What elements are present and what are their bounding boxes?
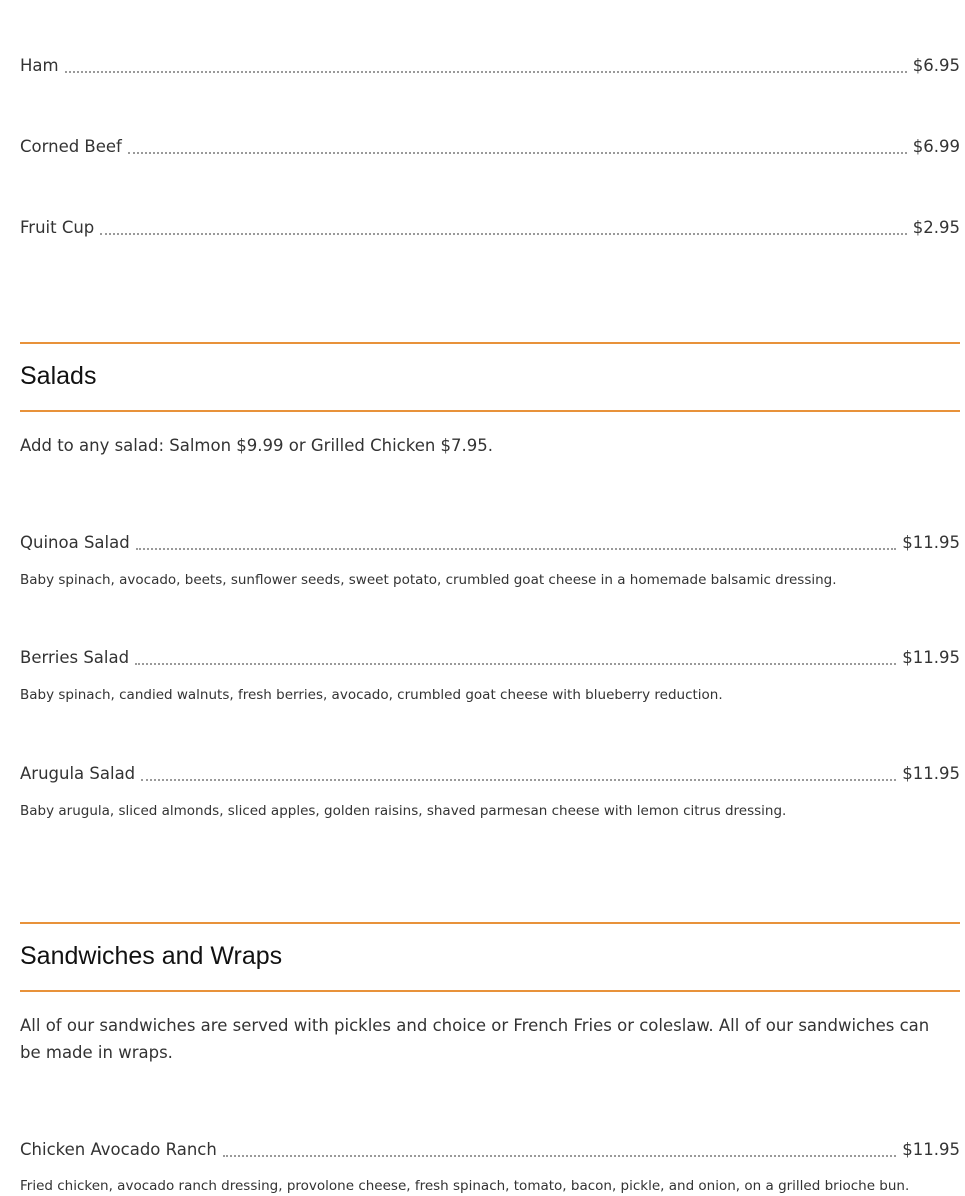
menu-item-ham — [20, 54, 960, 78]
item-name: Chicken Avocado Ranch — [20, 1140, 217, 1159]
item-price: $6.95 — [912, 56, 960, 75]
dotted-leader — [65, 71, 907, 73]
item-price: $6.99 — [912, 137, 960, 156]
item-description: Baby spinach, avocado, beets, sunflower seeds, sweet potato, crumbled goat cheese in a homemade balsamic dressing. — [20, 572, 837, 588]
dotted-leader — [223, 1155, 896, 1157]
section-divider-top — [20, 342, 960, 344]
dotted-leader — [128, 152, 907, 154]
item-name: Fruit Cup — [20, 218, 95, 237]
dotted-leader — [141, 779, 896, 781]
menu-item-fruit-cup — [20, 216, 960, 240]
menu-item-quinoa-salad — [20, 531, 960, 555]
item-price: $11.95 — [902, 648, 960, 667]
section-note-salads: Add to any salad: Salmon $9.99 or Grilled Chicken $7.95. — [20, 436, 494, 455]
item-price: $2.95 — [912, 218, 960, 237]
menu-item-chicken-avocado-ranch — [20, 1138, 960, 1162]
item-name: Arugula Salad — [20, 764, 136, 783]
menu-item-corned-beef — [20, 135, 960, 159]
item-description: Baby spinach, candied walnuts, fresh berries, avocado, crumbled goat cheese with blueberry reduction. — [20, 687, 723, 703]
section-note-sandwiches: All of our sandwiches are served with pickles and choice or French Fries or coleslaw. All of our sandwiches can be made in wraps. — [20, 1016, 930, 1062]
dotted-leader — [135, 663, 896, 665]
item-name: Berries Salad — [20, 648, 130, 667]
dotted-leader — [100, 233, 906, 235]
section-divider-bottom — [20, 990, 960, 992]
menu-item-berries-salad — [20, 646, 960, 670]
section-title-salads: Salads — [20, 362, 97, 390]
menu-item-arugula-salad — [20, 762, 960, 786]
dotted-leader — [136, 548, 897, 550]
section-title-sandwiches: Sandwiches and Wraps — [20, 942, 283, 970]
item-name: Corned Beef — [20, 137, 122, 156]
item-name: Quinoa Salad — [20, 533, 130, 552]
item-price: $11.95 — [902, 1140, 960, 1159]
section-divider-top — [20, 922, 960, 924]
item-name: Ham — [20, 56, 59, 75]
item-description: Baby arugula, sliced almonds, sliced apples, golden raisins, shaved parmesan cheese with lemon citrus dressing. — [20, 803, 787, 819]
item-price: $11.95 — [902, 533, 960, 552]
item-description: Fried chicken, avocado ranch dressing, provolone cheese, fresh spinach, tomato, bacon, pickle, and onion, on a grilled brioche bun. — [20, 1178, 910, 1194]
item-price: $11.95 — [902, 764, 960, 783]
section-divider-bottom — [20, 410, 960, 412]
